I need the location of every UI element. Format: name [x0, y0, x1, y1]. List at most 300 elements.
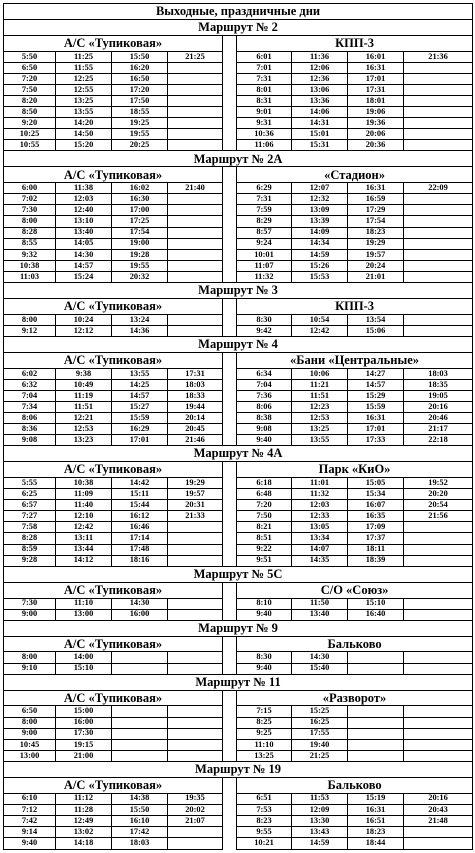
- column-divider: [223, 118, 237, 129]
- time-row: [4, 238, 473, 249]
- departure-time: 19:55: [112, 129, 168, 140]
- column-divider: [223, 582, 237, 598]
- return-time: 18:11: [348, 544, 404, 555]
- departure-stop-name: А/С «Тупиковая»: [4, 298, 223, 314]
- return-time: 17:55: [292, 728, 348, 739]
- departure-time: 8:59: [4, 544, 56, 555]
- return-time: [348, 728, 404, 739]
- departure-time: 18:55: [112, 107, 168, 118]
- departure-time: 6:57: [4, 500, 56, 511]
- column-divider: [223, 62, 237, 73]
- schedule-document: [3, 3, 472, 850]
- return-time: 21:01: [348, 271, 404, 282]
- return-time: 13:25: [237, 750, 292, 761]
- departure-time: 19:29: [168, 478, 223, 489]
- departure-time: 8:20: [4, 96, 56, 107]
- column-divider: [223, 793, 237, 804]
- return-time: 12:09: [292, 804, 348, 815]
- return-time: 20:16: [404, 793, 473, 804]
- column-divider: [223, 717, 237, 728]
- departure-time: 14:57: [56, 260, 112, 271]
- return-time: 19:36: [348, 118, 404, 129]
- column-divider: [223, 107, 237, 118]
- return-time: 18:23: [348, 227, 404, 238]
- departure-time: [168, 96, 223, 107]
- departure-time: 17:01: [112, 435, 168, 446]
- return-time: 6:29: [237, 183, 292, 194]
- schedule-table: [3, 3, 473, 850]
- route-title: Маршрут № 3: [4, 282, 473, 298]
- route-header-row: [4, 566, 473, 582]
- return-time: 15:29: [348, 390, 404, 401]
- return-time: 13:43: [292, 826, 348, 837]
- return-time: 10:06: [292, 368, 348, 379]
- departure-time: [168, 238, 223, 249]
- departure-time: 12:40: [56, 205, 112, 216]
- route-header-row: [4, 19, 473, 35]
- return-time: 21:25: [292, 750, 348, 761]
- departure-stop-name: А/С «Тупиковая»: [4, 352, 223, 368]
- return-time: 17:37: [348, 533, 404, 544]
- return-time: 19:52: [404, 478, 473, 489]
- return-time: 8:30: [237, 652, 292, 663]
- return-time: 18:44: [348, 837, 404, 849]
- return-time: 14:09: [292, 227, 348, 238]
- column-divider: [223, 478, 237, 489]
- departure-time: 16:50: [112, 73, 168, 84]
- departure-time: [168, 249, 223, 260]
- departure-time: 17:14: [112, 533, 168, 544]
- return-time: 12:53: [292, 413, 348, 424]
- departure-time: 8:06: [4, 413, 56, 424]
- return-time: 18:23: [348, 826, 404, 837]
- document-title: Выходные, праздничные дни: [4, 4, 473, 20]
- departure-time: 15:27: [112, 401, 168, 412]
- column-divider: [223, 325, 237, 336]
- return-time: 8:23: [237, 815, 292, 826]
- departure-time: [168, 739, 223, 750]
- return-time: 10:21: [237, 837, 292, 849]
- return-time: 8:30: [237, 314, 292, 325]
- return-time: 15:59: [348, 401, 404, 412]
- return-time: 18:01: [348, 96, 404, 107]
- return-stop-name: «Разворот»: [237, 690, 473, 706]
- departure-time: 13:25: [56, 96, 112, 107]
- departure-time: [168, 544, 223, 555]
- departure-time: [168, 663, 223, 674]
- departure-time: 13:40: [56, 227, 112, 238]
- return-time: 9:40: [237, 663, 292, 674]
- return-stop-name: «Бани «Центральные»: [237, 352, 473, 368]
- departure-time: 9:12: [4, 325, 56, 336]
- column-divider: [223, 249, 237, 260]
- departure-time: 13:10: [56, 216, 112, 227]
- column-divider: [223, 804, 237, 815]
- departure-time: [168, 750, 223, 761]
- departure-time: [112, 728, 168, 739]
- return-time: 20:54: [404, 500, 473, 511]
- departure-time: 6:00: [4, 183, 56, 194]
- departure-time: 12:10: [56, 511, 112, 522]
- return-time: 15:06: [348, 325, 404, 336]
- return-time: 20:20: [404, 489, 473, 500]
- departure-stop-name: А/С «Тупиковая»: [4, 35, 223, 51]
- column-divider: [223, 352, 237, 368]
- time-row: [4, 368, 473, 379]
- departure-time: 11:12: [56, 793, 112, 804]
- time-row: [4, 96, 473, 107]
- departure-stop-name: А/С «Тупиковая»: [4, 636, 223, 652]
- departure-time: 10:49: [56, 379, 112, 390]
- return-time: [404, 533, 473, 544]
- return-time: 12:06: [292, 62, 348, 73]
- return-time: 22:09: [404, 183, 473, 194]
- departure-time: 14:20: [56, 118, 112, 129]
- return-time: 14:34: [292, 238, 348, 249]
- return-time: [404, 271, 473, 282]
- departure-time: 16:12: [112, 511, 168, 522]
- departure-time: 11:03: [4, 271, 56, 282]
- return-time: [348, 663, 404, 674]
- column-divider: [223, 84, 237, 95]
- departure-time: 13:11: [56, 533, 112, 544]
- departure-time: 21:25: [168, 51, 223, 62]
- departure-time: 17:31: [168, 368, 223, 379]
- departure-time: 11:25: [56, 51, 112, 62]
- return-time: 14:07: [292, 544, 348, 555]
- departure-time: 15:44: [112, 500, 168, 511]
- route-title: Маршрут № 9: [4, 620, 473, 636]
- return-time: [404, 227, 473, 238]
- departure-time: [168, 598, 223, 609]
- return-time: 21:56: [404, 511, 473, 522]
- return-time: 8:29: [237, 216, 292, 227]
- return-time: 8:25: [237, 717, 292, 728]
- column-divider: [223, 216, 237, 227]
- return-time: 8:38: [237, 413, 292, 424]
- departure-time: 17:42: [112, 826, 168, 837]
- departure-time: 10:24: [56, 314, 112, 325]
- return-time: 15:10: [348, 598, 404, 609]
- return-time: 8:57: [237, 227, 292, 238]
- route-title: Маршрут № 11: [4, 674, 473, 690]
- return-time: 8:10: [237, 598, 292, 609]
- return-time: 11:32: [292, 489, 348, 500]
- time-row: [4, 401, 473, 412]
- return-time: 17:01: [348, 73, 404, 84]
- return-time: [404, 140, 473, 151]
- return-time: 8:31: [237, 96, 292, 107]
- departure-time: 6:50: [4, 706, 56, 717]
- return-time: 20:24: [348, 260, 404, 271]
- departure-time: 16:02: [112, 183, 168, 194]
- departure-time: 16:30: [112, 194, 168, 205]
- column-divider: [223, 522, 237, 533]
- time-row: [4, 717, 473, 728]
- time-row: [4, 271, 473, 282]
- return-time: 11:51: [292, 390, 348, 401]
- return-time: 10:36: [237, 129, 292, 140]
- return-time: [404, 62, 473, 73]
- return-time: 14:59: [292, 837, 348, 849]
- departure-time: 18:16: [112, 555, 168, 566]
- departure-time: 20:32: [112, 271, 168, 282]
- return-time: 18:35: [404, 379, 473, 390]
- departure-time: 5:50: [4, 51, 56, 62]
- departure-time: 19:28: [112, 249, 168, 260]
- departure-time: 21:40: [168, 183, 223, 194]
- return-time: 13:36: [292, 96, 348, 107]
- return-time: 17:01: [348, 424, 404, 435]
- departure-time: 9:20: [4, 118, 56, 129]
- time-row: [4, 424, 473, 435]
- time-row: [4, 227, 473, 238]
- time-row: [4, 314, 473, 325]
- departure-time: 14:00: [56, 652, 112, 663]
- return-time: 9:24: [237, 238, 292, 249]
- return-time: 14:06: [292, 107, 348, 118]
- route-header-row: [4, 620, 473, 636]
- return-time: 6:18: [237, 478, 292, 489]
- departure-stop-name: А/С «Тупиковая»: [4, 777, 223, 793]
- return-time: [404, 837, 473, 849]
- time-row: [4, 478, 473, 489]
- time-row: [4, 205, 473, 216]
- return-time: [348, 739, 404, 750]
- return-time: 9:42: [237, 325, 292, 336]
- departure-time: [168, 260, 223, 271]
- return-time: 15:40: [292, 663, 348, 674]
- column-divider: [223, 368, 237, 379]
- route-title: Маршрут № 4: [4, 336, 473, 352]
- departure-time: [168, 325, 223, 336]
- time-row: [4, 837, 473, 849]
- return-time: 14:27: [348, 368, 404, 379]
- departure-time: [168, 609, 223, 620]
- return-time: [404, 73, 473, 84]
- return-time: 14:30: [292, 652, 348, 663]
- departure-time: [168, 73, 223, 84]
- time-row: [4, 750, 473, 761]
- column-divider: [223, 462, 237, 478]
- time-row: [4, 435, 473, 446]
- time-row: [4, 390, 473, 401]
- departure-time: 16:20: [112, 62, 168, 73]
- return-stop-name: КПП-3: [237, 298, 473, 314]
- departure-time: 11:28: [56, 804, 112, 815]
- departure-time: [168, 62, 223, 73]
- departure-time: 7:04: [4, 390, 56, 401]
- time-row: [4, 249, 473, 260]
- return-stop-name: КПП-3: [237, 35, 473, 51]
- return-time: [348, 652, 404, 663]
- return-time: 15:19: [348, 793, 404, 804]
- direction-row: [4, 352, 473, 368]
- column-divider: [223, 194, 237, 205]
- route-header-row: [4, 282, 473, 298]
- time-row: [4, 62, 473, 73]
- column-divider: [223, 298, 237, 314]
- departure-time: 15:50: [112, 804, 168, 815]
- return-time: 19:05: [404, 390, 473, 401]
- departure-time: 13:02: [56, 826, 112, 837]
- return-time: 16:31: [348, 804, 404, 815]
- route-title: Маршрут № 4А: [4, 446, 473, 462]
- departure-time: 14:42: [112, 478, 168, 489]
- return-time: 13:05: [292, 522, 348, 533]
- return-time: 9:31: [237, 118, 292, 129]
- return-stop-name: С/О «Союз»: [237, 582, 473, 598]
- return-time: 20:46: [404, 413, 473, 424]
- return-time: 16:01: [348, 51, 404, 62]
- departure-time: 9:00: [4, 728, 56, 739]
- return-time: [404, 652, 473, 663]
- departure-time: 6:50: [4, 62, 56, 73]
- departure-stop-name: А/С «Тупиковая»: [4, 582, 223, 598]
- return-time: 20:36: [348, 140, 404, 151]
- departure-time: 9:08: [4, 435, 56, 446]
- time-row: [4, 511, 473, 522]
- departure-time: 5:55: [4, 478, 56, 489]
- departure-time: 8:28: [4, 533, 56, 544]
- departure-time: 10:55: [4, 140, 56, 151]
- departure-time: [168, 837, 223, 849]
- departure-time: 6:10: [4, 793, 56, 804]
- departure-time: 10:38: [4, 260, 56, 271]
- column-divider: [223, 533, 237, 544]
- departure-time: 6:02: [4, 368, 56, 379]
- departure-time: 20:14: [168, 413, 223, 424]
- departure-time: 11:55: [56, 62, 112, 73]
- route-header-row: [4, 761, 473, 777]
- column-divider: [223, 238, 237, 249]
- column-divider: [223, 129, 237, 140]
- column-divider: [223, 140, 237, 151]
- departure-time: 12:12: [56, 325, 112, 336]
- departure-time: 11:19: [56, 390, 112, 401]
- departure-time: 13:44: [56, 544, 112, 555]
- time-row: [4, 826, 473, 837]
- departure-time: [168, 314, 223, 325]
- return-time: 21:17: [404, 424, 473, 435]
- departure-time: [112, 652, 168, 663]
- time-row: [4, 194, 473, 205]
- departure-time: 7:42: [4, 815, 56, 826]
- direction-row: [4, 582, 473, 598]
- return-time: 9:25: [237, 728, 292, 739]
- return-time: [404, 728, 473, 739]
- departure-time: 20:02: [168, 804, 223, 815]
- return-time: 13:30: [292, 815, 348, 826]
- time-row: [4, 73, 473, 84]
- direction-row: [4, 298, 473, 314]
- departure-time: [168, 271, 223, 282]
- departure-time: 18:03: [112, 837, 168, 849]
- return-stop-name: Парк «КиО»: [237, 462, 473, 478]
- departure-time: 16:29: [112, 424, 168, 435]
- departure-time: 17:50: [112, 96, 168, 107]
- return-time: 19:57: [348, 249, 404, 260]
- return-time: 7:20: [237, 500, 292, 511]
- departure-time: 7:30: [4, 205, 56, 216]
- departure-time: 14:30: [112, 598, 168, 609]
- time-row: [4, 609, 473, 620]
- departure-time: 21:00: [56, 750, 112, 761]
- departure-time: [168, 728, 223, 739]
- column-divider: [223, 826, 237, 837]
- departure-time: 19:00: [112, 238, 168, 249]
- return-time: [404, 238, 473, 249]
- return-time: [404, 598, 473, 609]
- departure-time: [168, 205, 223, 216]
- departure-time: 16:00: [112, 609, 168, 620]
- departure-time: [168, 227, 223, 238]
- return-time: 19:29: [348, 238, 404, 249]
- column-divider: [223, 401, 237, 412]
- return-time: 12:07: [292, 183, 348, 194]
- departure-time: 14:50: [56, 129, 112, 140]
- return-time: 16:51: [348, 815, 404, 826]
- return-time: 7:31: [237, 194, 292, 205]
- departure-time: [168, 533, 223, 544]
- column-divider: [223, 544, 237, 555]
- departure-time: 8:00: [4, 717, 56, 728]
- return-time: 8:01: [237, 84, 292, 95]
- departure-time: 9:38: [56, 368, 112, 379]
- departure-time: 13:55: [56, 107, 112, 118]
- departure-time: 16:00: [56, 717, 112, 728]
- departure-time: 7:12: [4, 804, 56, 815]
- return-stop-name: «Стадион»: [237, 167, 473, 183]
- departure-time: 8:00: [4, 314, 56, 325]
- column-divider: [223, 435, 237, 446]
- departure-time: 14:18: [56, 837, 112, 849]
- departure-time: 17:00: [112, 205, 168, 216]
- time-row: [4, 728, 473, 739]
- return-time: [404, 717, 473, 728]
- return-time: 22:18: [404, 435, 473, 446]
- return-time: [404, 118, 473, 129]
- return-time: [404, 826, 473, 837]
- departure-time: 9:28: [4, 555, 56, 566]
- return-time: 12:23: [292, 401, 348, 412]
- return-time: [348, 706, 404, 717]
- time-row: [4, 815, 473, 826]
- departure-time: 21:46: [168, 435, 223, 446]
- return-time: 11:01: [292, 478, 348, 489]
- departure-time: 7:50: [4, 84, 56, 95]
- direction-row: [4, 636, 473, 652]
- departure-time: 11:10: [56, 598, 112, 609]
- departure-time: 11:40: [56, 500, 112, 511]
- time-row: [4, 489, 473, 500]
- return-time: 13:25: [292, 424, 348, 435]
- return-time: 16:31: [348, 413, 404, 424]
- return-time: [404, 205, 473, 216]
- departure-time: 13:24: [112, 314, 168, 325]
- departure-time: [168, 717, 223, 728]
- return-time: 8:51: [237, 533, 292, 544]
- route-title: Маршрут № 2А: [4, 151, 473, 167]
- departure-time: [112, 739, 168, 750]
- direction-row: [4, 690, 473, 706]
- column-divider: [223, 728, 237, 739]
- document-title-row: [4, 4, 473, 20]
- return-time: [404, 663, 473, 674]
- return-time: 14:57: [348, 379, 404, 390]
- departure-time: 9:32: [4, 249, 56, 260]
- return-time: 11:06: [237, 140, 292, 151]
